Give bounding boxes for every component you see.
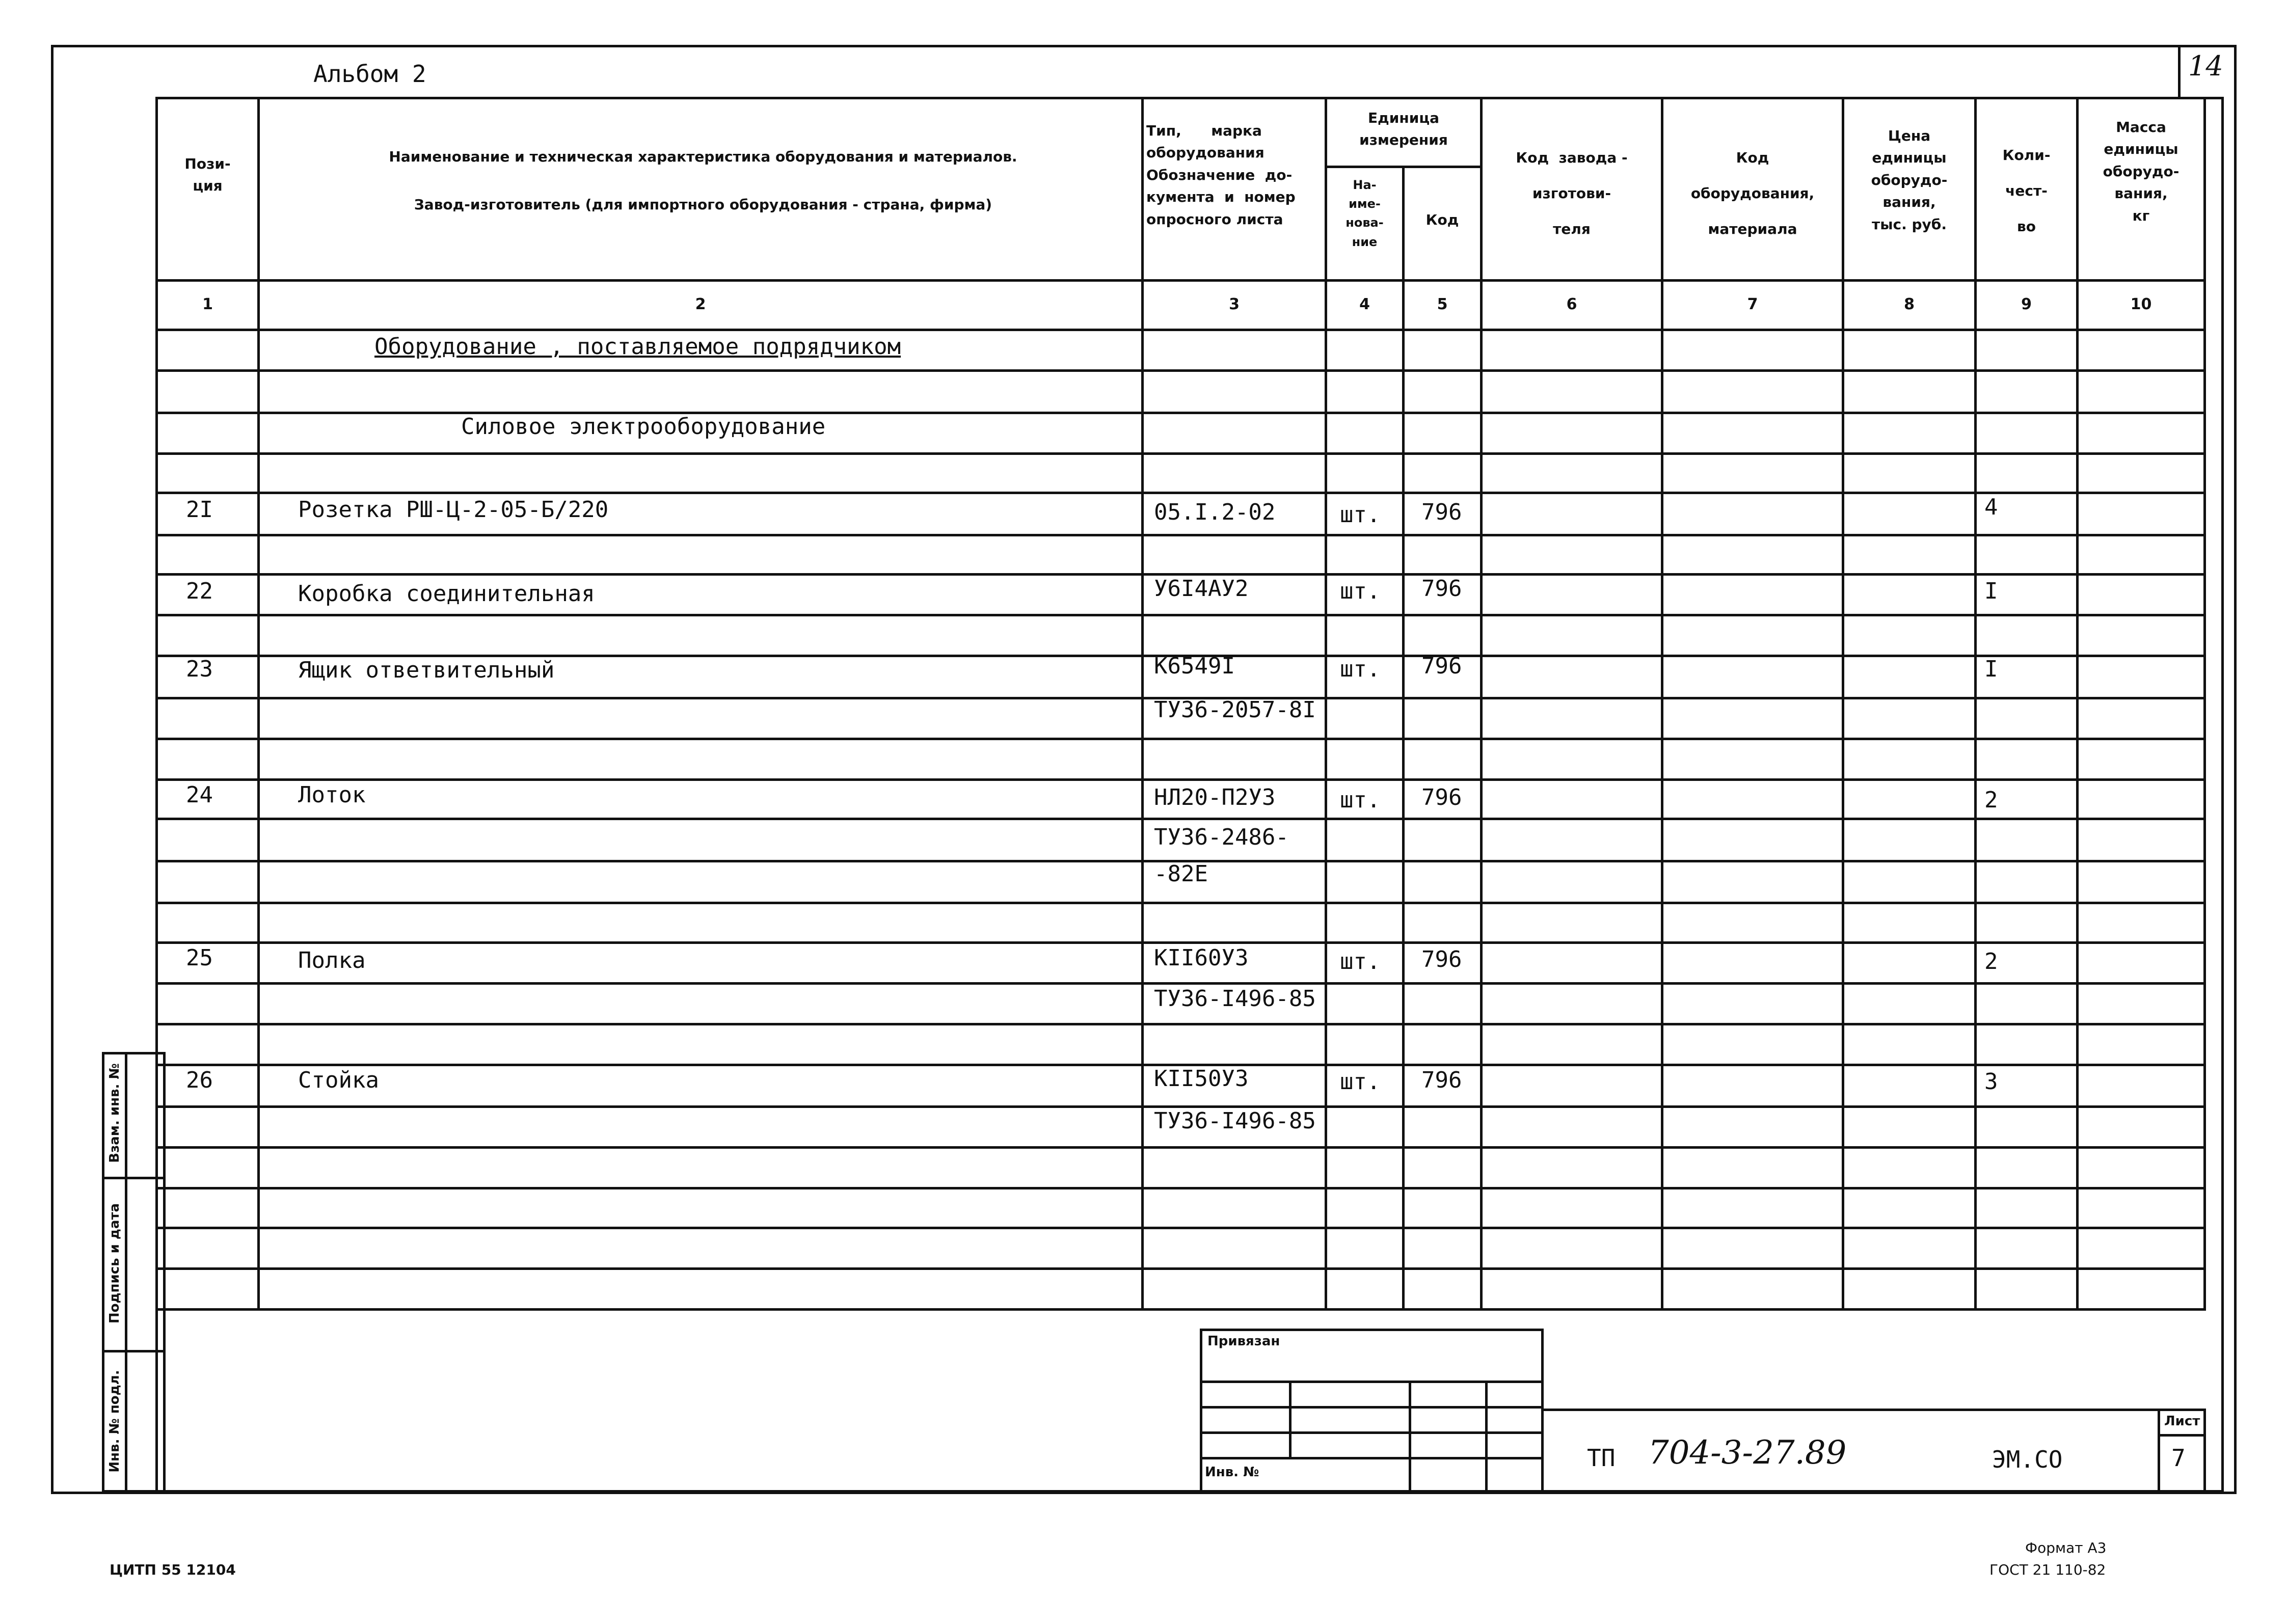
col1-header: Пози- ция (184, 155, 231, 195)
col-num-6: 6 (1566, 295, 1577, 313)
row-21-name: Розетка РШ-Ц-2-05-Б/220 (298, 497, 609, 523)
row-24-qty: 2 (1984, 787, 1998, 813)
row-24-type-3: -82Е (1154, 861, 1208, 887)
col-num-1: 1 (202, 295, 213, 313)
col-num-5: 5 (1437, 295, 1448, 313)
row-24-type-2: ТУ36-2486- (1154, 824, 1289, 850)
col7-header: Код оборудования, материала (1690, 149, 1815, 237)
row-22-name: Коробка соединительная (298, 581, 595, 607)
row-21-pos: 2I (186, 497, 213, 523)
row-25-name: Полка (298, 948, 366, 973)
row-24-name: Лоток (298, 782, 366, 808)
gost-label: ГОСТ 21 110-82 (1989, 1561, 2106, 1578)
row-22-pos: 22 (186, 578, 213, 604)
row-25-code: 796 (1421, 946, 1462, 972)
row-26-type-2: ТУ36-I496-85 (1154, 1108, 1316, 1134)
row-25-unit: шт. (1340, 949, 1381, 975)
row-21-code: 796 (1421, 499, 1462, 525)
col-num-4: 4 (1359, 295, 1370, 313)
row-22-type: У6I4АУ2 (1154, 576, 1249, 602)
col-num-9: 9 (2021, 295, 2032, 313)
col-num-8: 8 (1904, 295, 1915, 313)
row-24-pos: 24 (186, 782, 213, 808)
row-22-qty: I (1984, 578, 1998, 604)
row-23-unit: шт. (1340, 656, 1381, 682)
side-label-podpis: Подпись и дата (107, 1203, 122, 1324)
side-label-vzam: Взам. инв. № (107, 1063, 122, 1163)
row-22-unit: шт. (1340, 578, 1381, 604)
row-26-qty: 3 (1984, 1069, 1998, 1095)
col4-group-header: Единица измерения (1359, 110, 1448, 149)
row-25-pos: 25 (186, 945, 213, 971)
side-label-inv: Инв. № подл. (107, 1370, 122, 1473)
col-num-2: 2 (695, 295, 706, 313)
sheet-number: 7 (2171, 1444, 2186, 1472)
sheet-label: Лист (2164, 1414, 2200, 1429)
doc-code: ЭМ.СО (1992, 1446, 2063, 1473)
row-26-type-1: КII50У3 (1154, 1066, 1249, 1092)
footer-left: ЦИТП 55 12104 (110, 1561, 236, 1578)
row-23-type-2: ТУ36-2057-8I (1154, 697, 1316, 723)
row-24-code: 796 (1421, 784, 1462, 810)
col-num-10: 10 (2130, 295, 2152, 313)
designation-prefix: ТП (1587, 1444, 1616, 1472)
subsection-title: Силовое электрооборудование (461, 414, 826, 440)
col8-header: Цена единицы оборудо- вания, тыс. руб. (1871, 127, 1948, 233)
row-24-type-1: НЛ20-П2У3 (1154, 784, 1276, 810)
row-25-type-1: КII60У3 (1154, 945, 1249, 971)
album-title: Альбом 2 (313, 60, 426, 88)
col3-header: Тип, марка оборудования Обозначение до- кумента и номер опросного листа (1146, 122, 1296, 228)
row-23-pos: 23 (186, 656, 213, 682)
col4-header: На- име- нова- ние (1346, 178, 1384, 249)
col-num-3: 3 (1229, 295, 1240, 313)
privyazan-label: Привязан (1207, 1334, 1280, 1349)
row-23-code: 796 (1421, 653, 1462, 679)
col9-header: Коли- чест- во (2002, 147, 2051, 235)
page-number: 14 (2188, 50, 2223, 82)
row-21-type: 05.I.2-02 (1154, 499, 1276, 525)
col5-header: Код (1425, 211, 1459, 228)
row-26-code: 796 (1421, 1067, 1462, 1093)
row-21-unit: шт. (1340, 502, 1381, 528)
col-num-7: 7 (1747, 295, 1758, 313)
row-26-unit: шт. (1340, 1069, 1381, 1095)
col6-header: Код завода - изготови- теля (1516, 149, 1628, 237)
row-23-type-1: К6549I (1154, 653, 1235, 679)
row-26-pos: 26 (186, 1067, 213, 1093)
format-label: Формат А3 (2025, 1539, 2107, 1556)
section-title: Оборудование , поставляемое подрядчиком (374, 334, 901, 360)
row-24-unit: шт. (1340, 787, 1381, 813)
col2-header-line2: Завод-изготовитель (для импортного оборудования - страна, фирма) (414, 196, 992, 213)
row-25-type-2: ТУ36-I496-85 (1154, 986, 1316, 1012)
row-26-name: Стойка (298, 1067, 379, 1093)
row-21-qty: 4 (1984, 494, 1998, 520)
row-22-code: 796 (1421, 576, 1462, 602)
designation: 704-3-27.89 (1648, 1434, 1847, 1472)
col10-header: Масса единицы оборудо- вания, кг (2103, 119, 2180, 224)
inv-no-label: Инв. № (1205, 1465, 1259, 1480)
row-23-name: Ящик ответвительный (298, 657, 555, 683)
row-23-qty: I (1984, 656, 1998, 682)
col2-header-line1: Наименование и техническая характеристика оборудования и материалов. (389, 148, 1017, 165)
row-25-qty: 2 (1984, 949, 1998, 975)
